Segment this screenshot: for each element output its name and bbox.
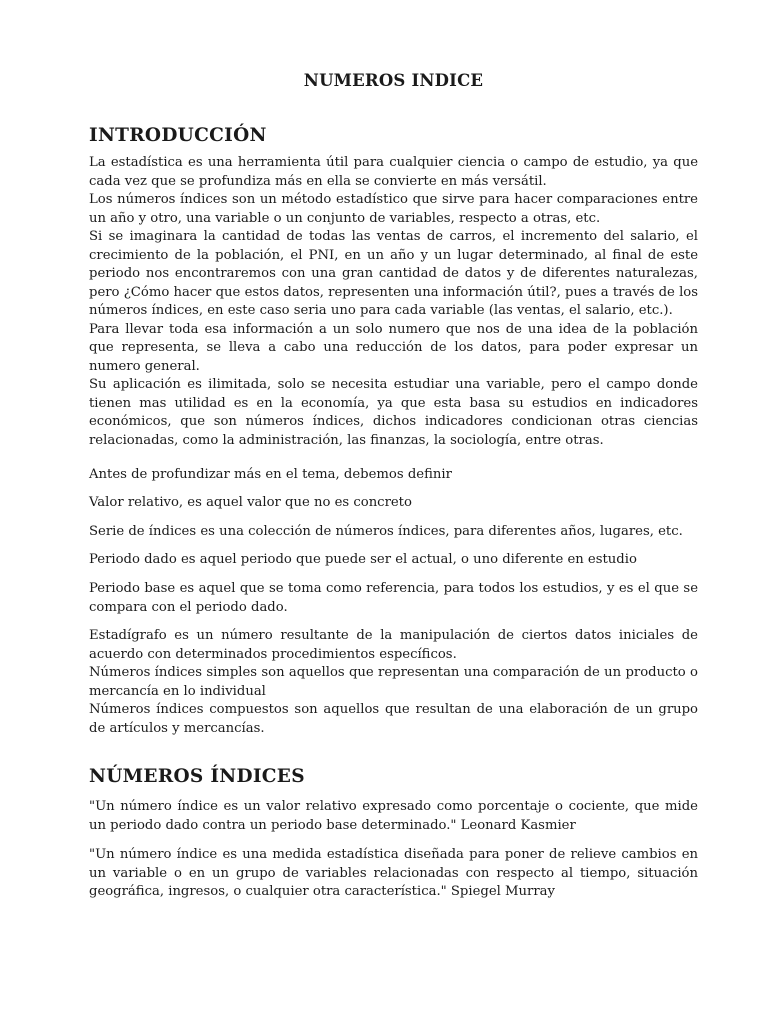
quote-spiegel: "Un número índice es una medida estadística diseñada para poner de relieve cambios en un variable o en un grupo de variables relacionadas con respecto al tiempo, situación geográfica, ingresos, o cualquier otra característica." Spiegel Murray: [89, 847, 698, 899]
definitions-group: [89, 627, 698, 738]
definition-indices-simples: Números índices simples son aquellos que representan una comparación de un producto o mercancía en lo individual: [89, 665, 698, 699]
document-title: NUMEROS INDICE: [303, 71, 484, 90]
quote-kasmier: "Un número índice es un valor relativo expresado como porcentaje o cociente, que mide un periodo dado contra un periodo base determinado." Leonard Kasmier: [89, 799, 698, 833]
section-heading-introduccion: INTRODUCCIÓN: [89, 125, 267, 146]
intro-section-body: [89, 154, 698, 450]
definition-valor-relativo: Valor relativo, es aquel valor que no es concreto: [89, 495, 412, 510]
paragraph: Para llevar toda esa información a un solo numero que nos de una idea de la población que representa, se lleva a cabo una reducción de los datos, para poder expresar un numero general.: [89, 321, 698, 374]
section-heading-numeros-indices: NÚMEROS ÍNDICES: [89, 766, 305, 787]
definition-periodo-base: Periodo base es aquel que se toma como referencia, para todos los estudios, y es el que se compara con el periodo dado.: [89, 581, 698, 615]
paragraph: La estadística es una herramienta útil para cualquier ciencia o campo de estudio, ya que cada vez que se profundiza más en ella se convierte en más versátil.: [89, 155, 698, 189]
paragraph-antes: Antes de profundizar más en el tema, debemos definir: [89, 467, 452, 482]
paragraph: Los números índices son un método estadístico que sirve para hacer comparaciones entre un año y otro, una variable o un conjunto de variables, respecto a otras, etc.: [89, 192, 698, 226]
definition-indices-compuestos: Números índices compuestos son aquellos que resultan de una elaboración de un grupo de artículos y mercancías.: [89, 702, 698, 736]
definition-periodo-dado: Periodo dado es aquel periodo que puede ser el actual, o uno diferente en estudio: [89, 552, 637, 567]
paragraph: Si se imaginara la cantidad de todas las ventas de carros, el incremento del salario, el crecimiento de la población, el PNI, en un año y un lugar determinado, al final de este periodo nos encontraremos con una gran cantidad de datos y de diferentes naturalezas, pero ¿Cómo hacer que estos datos, representen una información útil?, pues a través de los números índices, en este caso seria uno para cada variable (las ventas, el salario, etc.).: [89, 229, 698, 318]
definition-estadigrafo: Estadígrafo es un número resultante de la manipulación de ciertos datos iniciales de acuerdo con determinados procedimientos específicos.: [89, 628, 698, 662]
paragraph: Su aplicación es ilimitada, solo se necesita estudiar una variable, pero el campo donde tienen mas utilidad es en la economía, ya que esta basa su estudios en indicadores económicos, que son números índices, dichos indicadores condicionan otras ciencias relacionadas, como la administración, las finanzas, la sociología, entre otras.: [89, 377, 698, 448]
definition-serie-indices: Serie de índices es una colección de números índices, para diferentes años, lugares, etc.: [89, 524, 683, 539]
